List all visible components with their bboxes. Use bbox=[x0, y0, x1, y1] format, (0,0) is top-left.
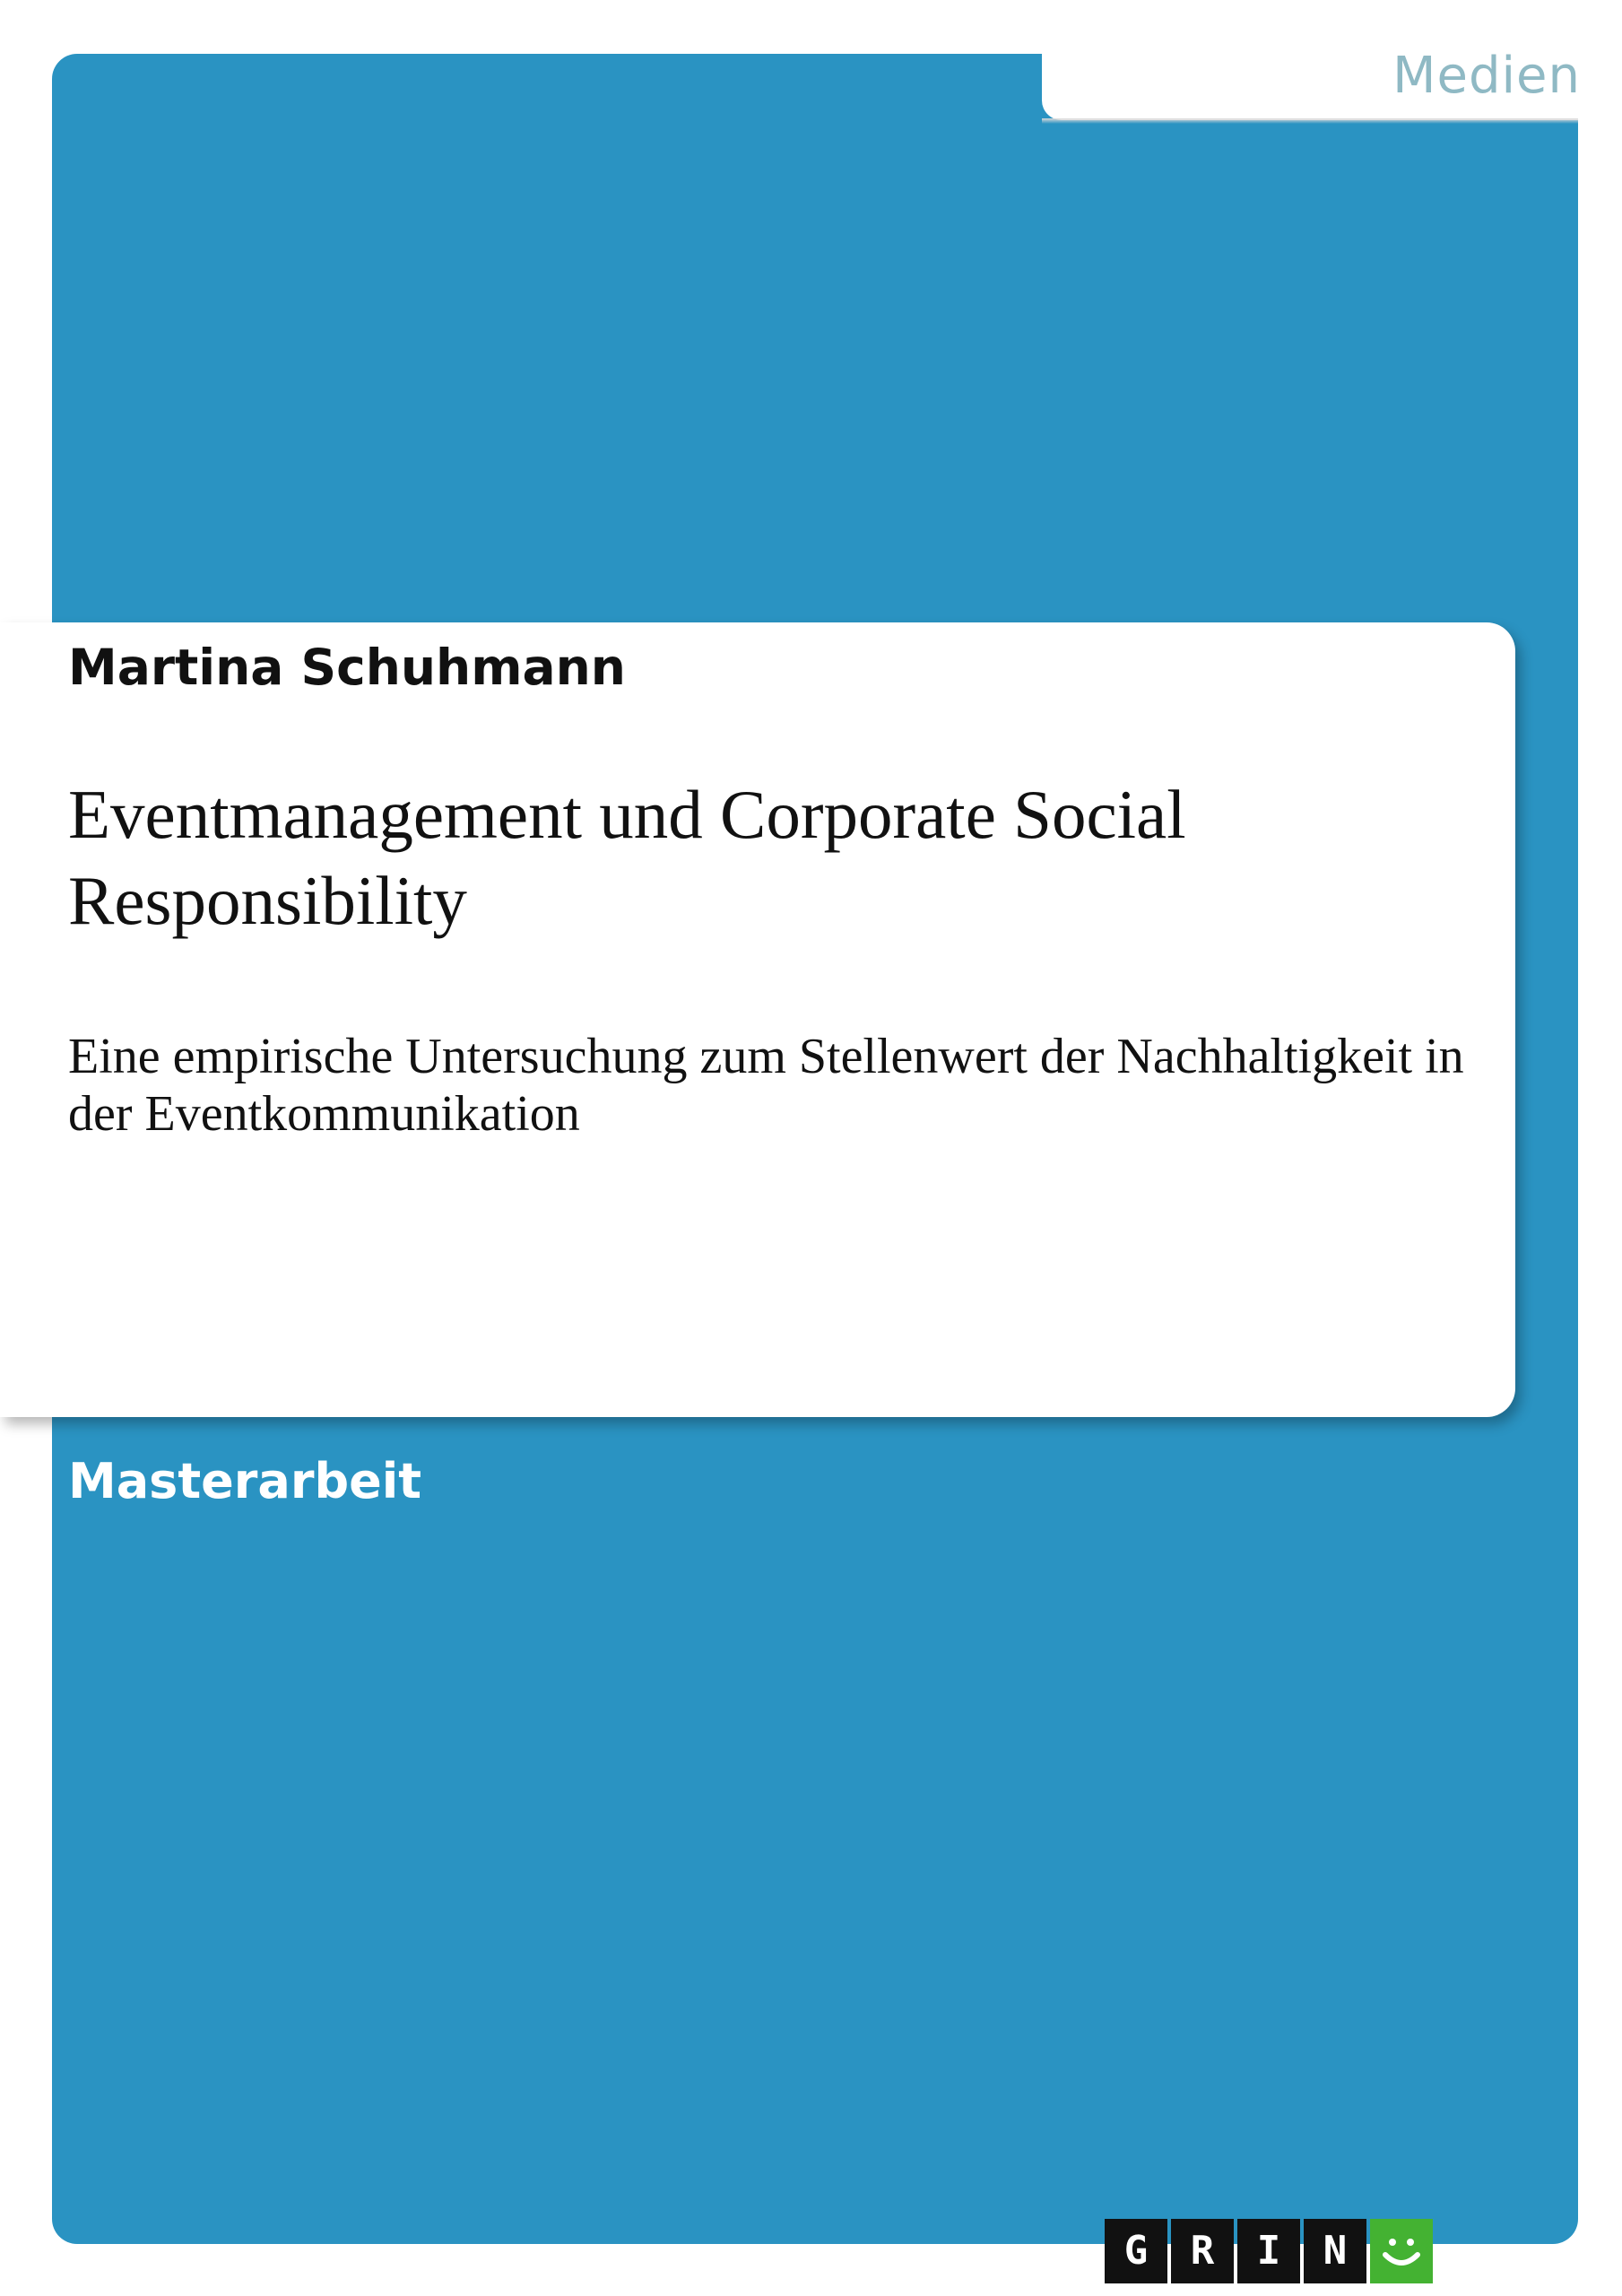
book-subtitle: Eine empirische Untersuchung zum Stellenwert der Nachhaltigkeit in der Eventkommunikation bbox=[68, 1029, 1464, 1142]
grin-logo bbox=[1105, 2219, 1433, 2283]
logo-letter-g: G bbox=[1105, 2219, 1167, 2283]
document-type: Masterarbeit bbox=[68, 1453, 422, 1509]
logo-letter-i: I bbox=[1237, 2219, 1300, 2283]
logo-letter-n: N bbox=[1304, 2219, 1366, 2283]
author-name: Martina Schuhmann bbox=[68, 639, 626, 696]
smile-icon bbox=[1370, 2219, 1433, 2283]
book-title: Eventmanagement und Corporate Social Responsibility bbox=[68, 776, 1186, 939]
logo-letter-r: R bbox=[1171, 2219, 1234, 2283]
notch-shadow bbox=[1042, 118, 1578, 124]
publisher-tag: Medien bbox=[1392, 47, 1581, 105]
title-card bbox=[0, 622, 1515, 1417]
